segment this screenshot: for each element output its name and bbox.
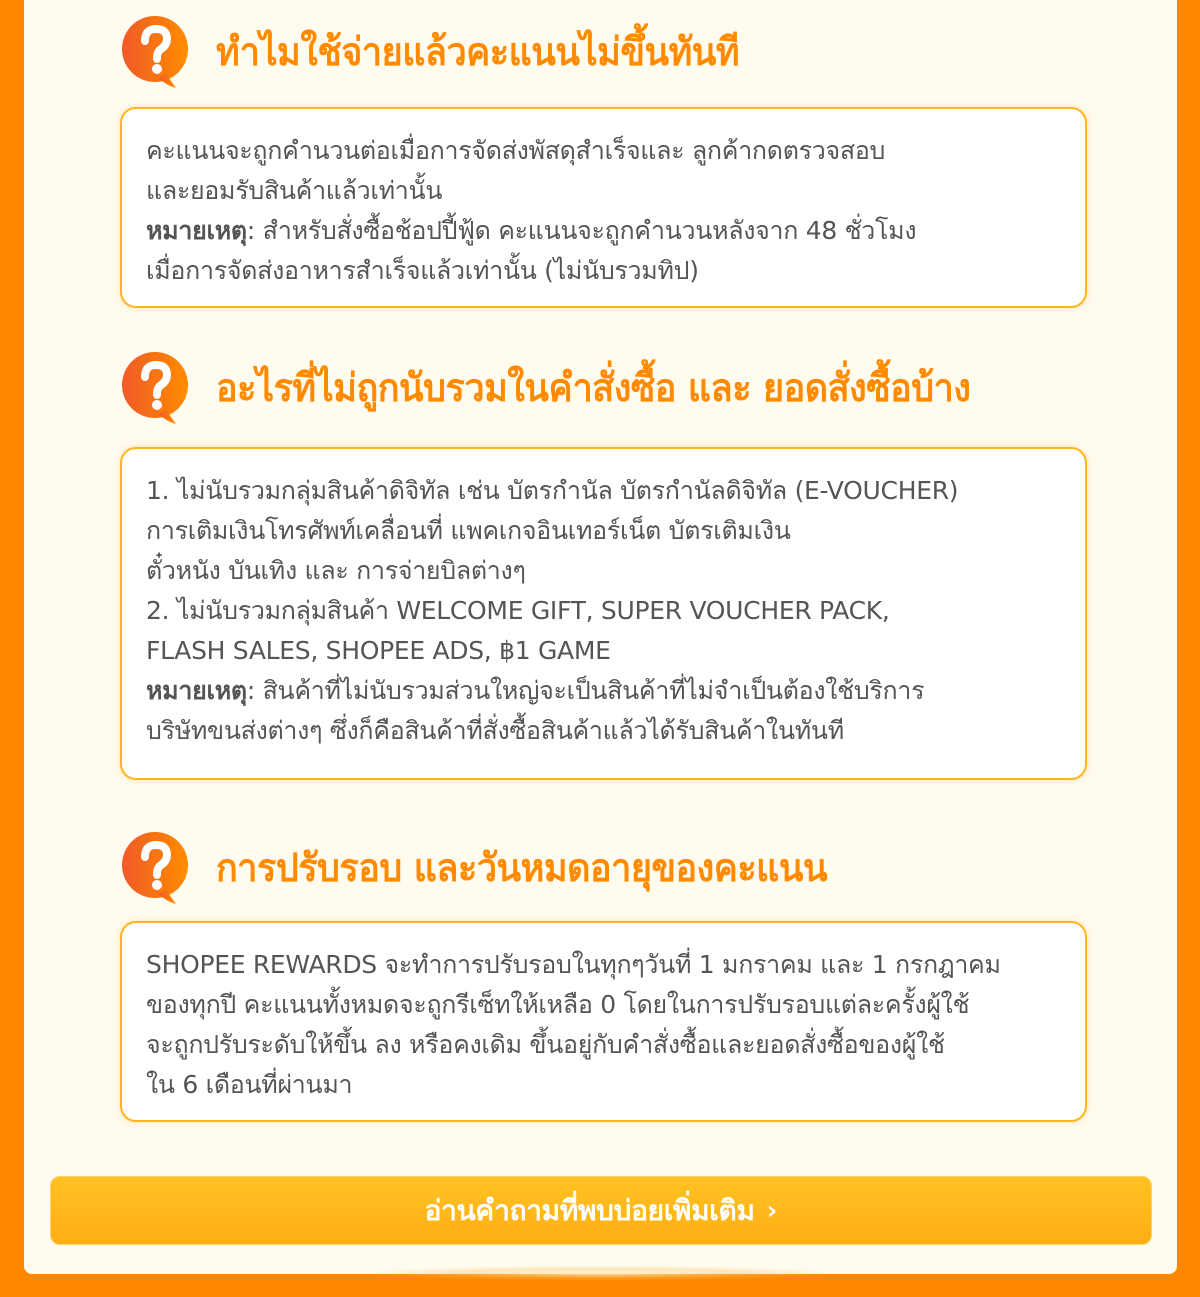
answer-line: คะแนนจะถูกคำนวนต่อเมื่อการจัดส่งพัสดุสำเร็จและ ลูกค้ากดตรวจสอบ — [146, 136, 886, 165]
section-heading: ทำไมใช้จ่ายแล้วคะแนนไม่ขึ้นทันที — [216, 30, 740, 75]
question-bubble-icon — [122, 832, 190, 906]
answer-line: 1. ไม่นับรวมกลุ่มสินค้าดิจิทัล เช่น บัตรกำนัล บัตรกำนัลดิจิทัล (E-VOUCHER) — [146, 476, 959, 505]
note-text: : สำหรับสั่งซื้อช้อปปี้ฟู้ด คะแนนจะถูกคำนวนหลังจาก 48 ชั่วโมง — [246, 216, 917, 245]
faq-answer-card-1 — [120, 107, 1087, 308]
note-text: : สินค้าที่ไม่นับรวมส่วนใหญ่จะเป็นสินค้าที่ไม่จำเป็นต้องใช้บริการ — [246, 676, 925, 705]
note-label: หมายเหตุ — [146, 216, 247, 245]
chevron-right-icon: › — [766, 1195, 778, 1226]
faq-section-title-1 — [122, 16, 739, 90]
faq-section-title-2 — [122, 352, 970, 426]
answer-line: จะถูกปรับระดับให้ขึ้น ลง หรือคงเดิม ขึ้นอยู่กับคำสั่งซื้อและยอดสั่งซื้อของผู้ใช้ — [146, 1030, 945, 1059]
answer-note-line — [146, 671, 1061, 711]
section-heading: อะไรที่ไม่ถูกนับรวมในคำสั่งซื้อ และ ยอดสั่งซื้อบ้าง — [216, 366, 971, 411]
answer-line: ของทุกปี คะแนนทั้งหมดจะถูกรีเซ็ทให้เหลือ 0 โดยในการปรับรอบแต่ละครั้งผู้ใช้ — [146, 990, 970, 1019]
faq-answer-card-3 — [120, 921, 1087, 1122]
answer-line: ใน 6 เดือนที่ผ่านมา — [146, 1070, 353, 1099]
answer-line: บริษัทขนส่งต่างๆ ซึ่งก็คือสินค้าที่สั่งซื้อสินค้าแล้วได้รับสินค้าในทันที — [146, 716, 844, 745]
faq-section-title-3 — [122, 832, 827, 906]
faq-answer-card-2 — [120, 447, 1087, 780]
answer-note-line — [146, 211, 1061, 251]
answer-line: ตั๋วหนัง บันเทิง และ การจ่ายบิลต่างๆ — [146, 556, 526, 585]
answer-text — [146, 471, 1061, 751]
section-heading: การปรับรอบ และวันหมดอายุของคะแนน — [216, 846, 828, 891]
answer-line: การเติมเงินโทรศัพท์เคลื่อนที่ แพคเกจอินเทอร์เน็ต บัตรเติมเงิน — [146, 516, 791, 545]
note-label: หมายเหตุ — [146, 676, 247, 705]
read-more-faq-button[interactable] — [50, 1176, 1152, 1245]
answer-line: เมื่อการจัดส่งอาหารสำเร็จแล้วเท่านั้น (ไม่นับรวมทิป) — [146, 256, 699, 285]
answer-line: SHOPEE REWARDS จะทำการปรับรอบในทุกๆวันที่ 1 มกราคม และ 1 กรกฎาคม — [146, 950, 1001, 979]
question-bubble-icon — [122, 16, 190, 90]
question-bubble-icon — [122, 352, 190, 426]
answer-line: 2. ไม่นับรวมกลุ่มสินค้า WELCOME GIFT, SUPER VOUCHER PACK, — [146, 596, 890, 625]
answer-line: และยอมรับสินค้าแล้วเท่านั้น — [146, 176, 443, 205]
answer-text — [146, 131, 1061, 291]
answer-text — [146, 945, 1061, 1105]
answer-line: FLASH SALES, SHOPEE ADS, ฿1 GAME — [146, 636, 611, 665]
read-more-faq-label: อ่านคำถามที่พบบ่อยเพิ่มเติม — [424, 1193, 755, 1227]
